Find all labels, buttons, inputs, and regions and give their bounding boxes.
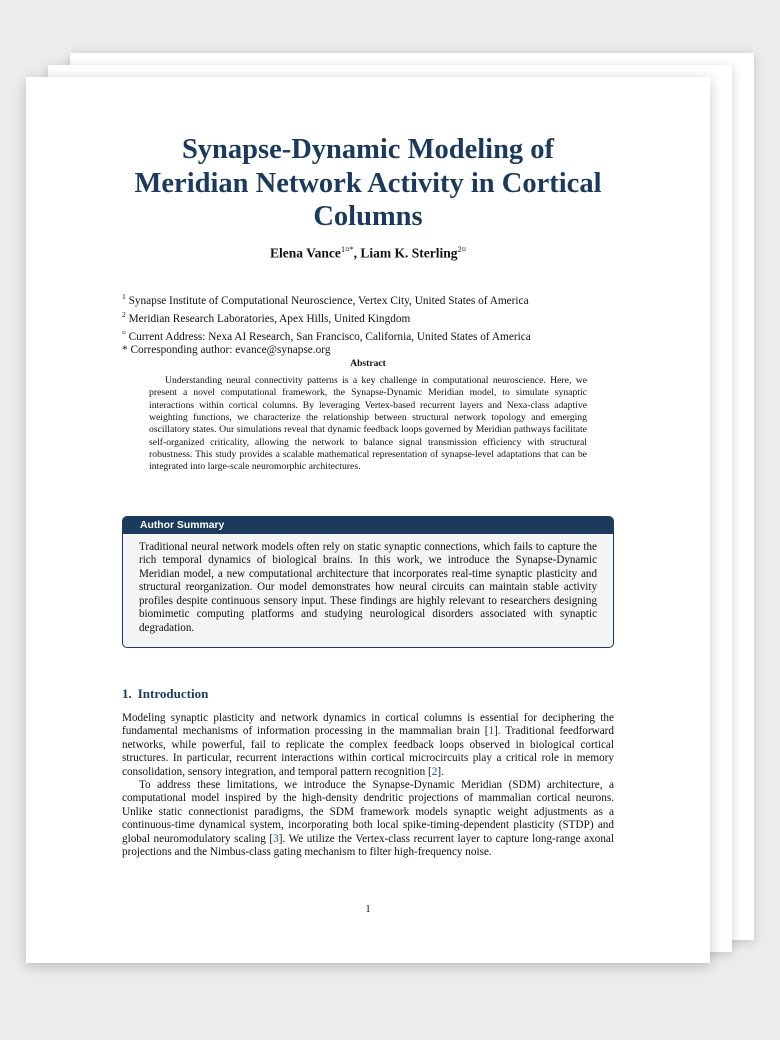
affiliation-text: Meridian Research Laboratories, Apex Hills, United Kingdom: [128, 312, 411, 325]
affiliation-line: [122, 326, 531, 344]
affiliation-line: [122, 344, 531, 357]
affiliation-mark: 1: [122, 292, 126, 301]
section-number: 1.: [122, 686, 132, 701]
author-separator: ,: [353, 245, 361, 261]
title-line: Meridian Network Activity in Cortical: [134, 167, 602, 199]
author-summary-box: [122, 516, 614, 648]
page-number: 1: [365, 903, 371, 915]
title-line: Synapse-Dynamic Modeling of: [181, 134, 555, 165]
author-name: Liam K. Sterling: [360, 245, 458, 261]
section-title: Introduction: [137, 686, 209, 701]
citation-link[interactable]: 3: [273, 832, 279, 845]
paragraph-text: Modeling synaptic plasticity and network dynamics in cortical columns is essential for deciphering the fundamental mechanisms of information processing in the mammalian brain [: [122, 712, 614, 738]
section-heading-introduction: [122, 686, 208, 702]
affiliation-line: [122, 308, 531, 326]
paragraph-text: ]. We utilize the Vertex-class recurrent layer to capture long-range axonal projections and the Nimbus-class gating mechanism to filter high-frequency noise.: [122, 832, 614, 859]
author-summary-heading: Author Summary: [123, 517, 613, 534]
author-affiliation-mark: 2¤: [457, 244, 466, 254]
introduction-body: [122, 712, 614, 859]
author-summary-text: Traditional neural network models often rely on static synaptic connections, which fails to capture the rich temporal dynamics of biological brains. In this work, we introduce the Synapse-Dynamic Meridian model, a new computational architecture that incorporates real-time synaptic plasticity and structural reorganization. Our model demonstrates how neural circuits can maintain stable activity profiles despite continuous sensory input. These findings are highly relevant to researchers designing biomimetic computing platforms and studying neurological disorders associated with synaptic degradation.: [139, 541, 597, 634]
paragraph-text: To address these limitations, we introduce the Synapse-Dynamic Meridian (SDM) architecture, a computational model inspired by the high-density dendritic projections of mammalian cortical neurons. Unlike static connectionist paradigms, the SDM framework models synaptic weight adjustments as a continuous-time dynamical system, incorporating both local spike-timing-dependent plasticity (STDP) and global neuromodulatory scaling [: [122, 779, 614, 845]
paper-title: [26, 133, 710, 234]
affiliation-mark: *: [122, 343, 128, 356]
citation-link[interactable]: 1: [488, 725, 495, 738]
affiliation-text: Current Address: Nexa AI Research, San Francisco, California, United States of America: [128, 330, 531, 343]
title-line: Columns: [313, 201, 423, 232]
affiliation-text: Synapse Institute of Computational Neuroscience, Vertex City, United States of America: [128, 294, 529, 307]
affiliations: [122, 290, 531, 357]
author-name: Elena Vance: [269, 245, 341, 261]
paragraph-text: ].: [437, 765, 444, 778]
paragraph: [122, 712, 614, 779]
citation-link[interactable]: 2: [431, 765, 438, 778]
affiliation-mark: 2: [122, 309, 126, 319]
author-list: [26, 244, 710, 262]
paragraph-text: ]. Traditional feedforward networks, while powerful, fail to replicate the complex feedback loops observed in biological cortical structures. In particular, recurrent interactions within cortical microcircuits play a critical role in memory consolidation, sensory integration, and temporal pattern recognition [: [122, 725, 614, 778]
affiliation-line: [122, 290, 531, 308]
abstract-heading: Abstract: [350, 358, 386, 369]
affiliation-text: Corresponding author: evance@synapse.org: [130, 343, 331, 356]
abstract-text: Understanding neural connectivity patterns is a key challenge in computational neuroscience. Here, we present a novel computational framework, the Synapse-Dynamic Meridian model, to simulate synaptic interactions within cortical columns. By leveraging Vertex-based recurrent layers and Nexa-class adaptive weighting functions, we characterize the relationship between structural network topology and emerging oscillatory states. Our simulations reveal that dynamic feedback loops governed by Meridian pathways facilitate self-organized criticality, allowing the network to balance signal transmission efficiency with structural robustness. This study provides a scalable mathematical representation of synapse-level adaptations that can be integrated into large-scale neuromorphic architectures.: [149, 375, 587, 473]
paper-page: [26, 77, 710, 963]
author-affiliation-mark: 1¤*: [340, 244, 354, 254]
paragraph: [122, 779, 614, 859]
affiliation-mark: ¤: [122, 327, 126, 337]
